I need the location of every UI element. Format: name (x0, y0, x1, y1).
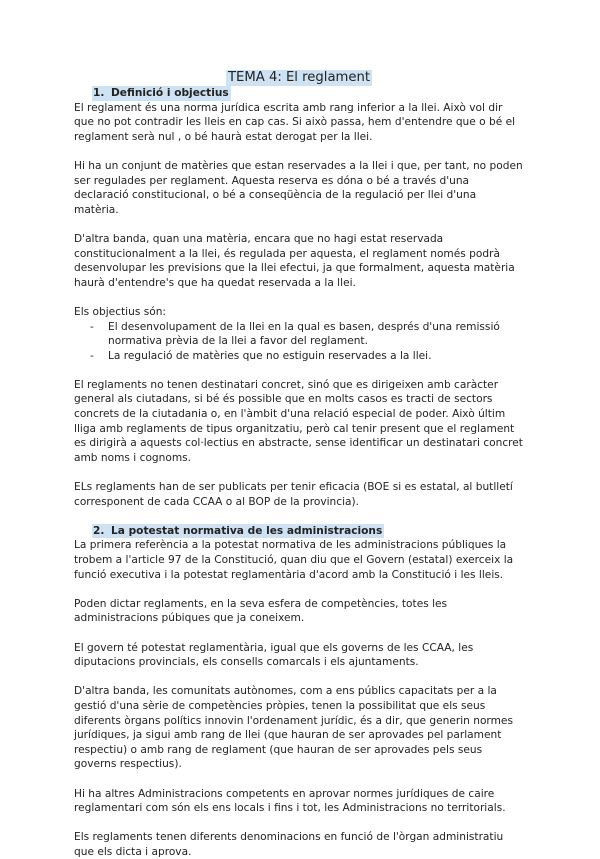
section-2-title: La potestat normativa de les administracions (111, 524, 383, 537)
section-2-paragraph-1: La primera referència a la potestat normativa de les administracions públiques la trobem a l'article 97 de la Constitució, quan diu que el Govern (estatal) exerceix la funció executiva i la potestat reglamentària d'acord amb la Constitució i les lleis. (74, 539, 514, 581)
section-2-paragraph-5: Hi ha altres Administracions competents en aprovar normes jurídiques de caire reglamentari com són els ens locals i fins i tot, les Administracions no territorials. (74, 787, 506, 815)
objectives-list (74, 320, 524, 364)
section-1-paragraph-2: Hi ha un conjunt de matèries que estan reservades a la llei i que, per tant, no poden ser regulades per reglament. Aquesta reserva es dóna o bé a través d'una declaració constitucional, o bé a conseqüència de la regulació per llei d'una matèria. (74, 159, 523, 216)
section-2-number: 2. (93, 524, 105, 537)
section-1-paragraph-4: El reglaments no tenen destinatari concret, sinó que es dirigeixen amb caràcter general als ciutadans, si bé és possible que en molts casos es tracti de sectors concrets de la ciutadania o, en l'àmbit d'una relació especial de poder. Això últim lliga amb reglaments de tipus organitzatiu, però cal tenir present que el reglament es dirigirà a aquests col·lectius en abstracte, sense identificar un destinatari concret amb noms i cognoms. (74, 378, 523, 464)
section-2-paragraph-6: Els reglaments tenen diferents denominacions en funció de l'òrgan administratiu que els dicta i aprova. (74, 831, 504, 858)
section-1-heading (92, 86, 231, 101)
section-2-paragraph-4: D'altra banda, les comunitats autònomes, com a ens públics capacitats per a la gestió d'una sèrie de competències pròpies, tenen la possibilitat que els seus diferents òrgans polítics innovin l'ordenament jurídic, és a dir, que generin normes jurídiques, ja sigui amb rang de llei (que hauran de ser aprovades pel parlament respectiu) o amb rang de reglament (que hauran de ser aprovades pels seus governs respectius). (74, 685, 513, 771)
section-1-paragraph-5: ELs reglaments han de ser publicats per tenir eficacia (BOE si es estatal, al butlletí corresponent de cada CCAA o al BOP de la provincia). (74, 481, 513, 508)
title-row (74, 70, 524, 86)
objective-text: El desenvolupament de la llei en la qual es basen, després d'una remissió normativa prèvia de la llei a favor del reglament. (108, 320, 500, 348)
section-1-paragraph-1: El reglament és una norma jurídica escrita amb rang inferior a la llei. Això vol dir que no pot contradir les lleis en cap cas. Si això passa, hem d'entendre que o bé el reglament serà nul , o bé haurà estat derogat per la llei. (74, 101, 516, 143)
section-1-heading-row (92, 86, 524, 101)
section-2-paragraph-3: El govern té potestat reglamentària, igual que els governs de les CCAA, les diputacions provincials, els consells comarcals i els ajuntaments. (74, 641, 474, 669)
section-1-number: 1. (93, 87, 105, 99)
section-1-paragraph-3: D'altra banda, quan una matèria, encara que no hagi estat reservada constitucionalment a la llei, és regulada per aquesta, el reglament només podrà desenvolupar les previsions que la llei efectui, ja que formalment, aquesta matèria haurà d'entendre's que ha quedat reservada a la llei. (74, 232, 515, 289)
objective-text: La regulació de matèries que no estiguin reservades a la llei. (108, 349, 432, 362)
page-title: TEMA 4: El reglament (227, 70, 371, 85)
section-2-heading-row (92, 524, 524, 539)
section-1-title: Definició i objectius (111, 87, 229, 99)
list-item: - La regulació de matèries que no estiguin reservades a la llei. (90, 349, 432, 362)
list-item: - El desenvolupament de la llei en la qual es basen, després d'una remissió normativa prèvia de la llei a favor del reglament. (90, 320, 500, 348)
section-2-heading (92, 524, 384, 539)
objectives-intro: Els objectius són: (74, 305, 166, 318)
section-2-paragraph-2: Poden dictar reglaments, en la seva esfera de competències, totes les administracions púbiques que ja coneixem. (74, 597, 448, 625)
